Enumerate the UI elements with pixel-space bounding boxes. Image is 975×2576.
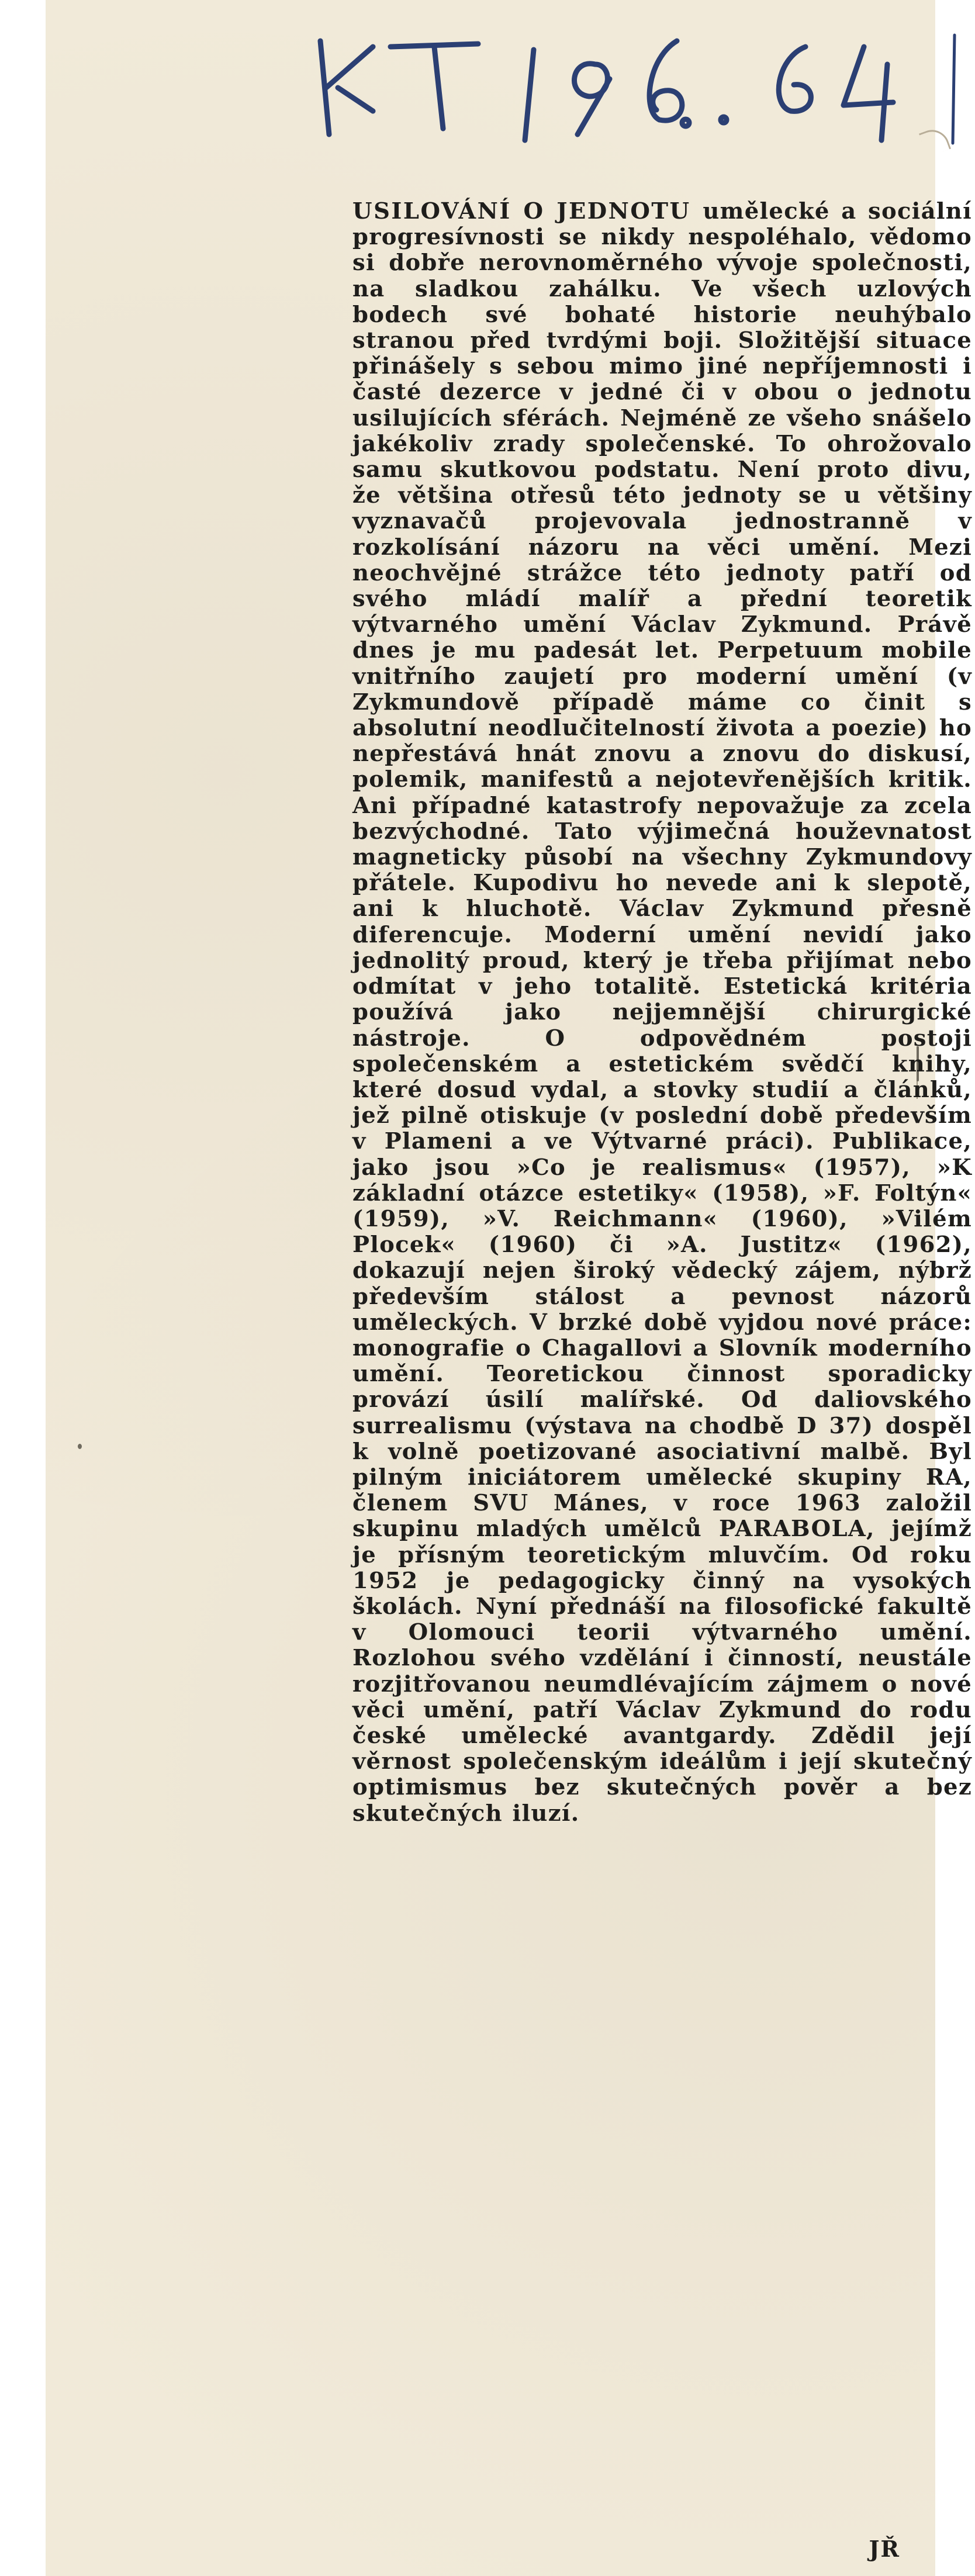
- article-lead: USILOVÁNÍ O JEDNOTU: [352, 198, 703, 224]
- article-text: [352, 199, 972, 1827]
- author-signature: JŘ: [869, 2536, 900, 2562]
- newspaper-clipping: [46, 0, 972, 2576]
- article-body: umělecké a sociální progresívnosti se nikdy nespoléhalo, vědomo si dobře nerovnoměrného vývoje společnosti, na sladkou zahálku. Ve všech uzlových bodech své bohaté historie neuhýbalo stranou před tvrdými boji. Složitější situace přinášely s sebou mimo jiné nepříjemnosti i časté dezerce v jedné či v obou o jednotu usilujících sférách. Nejméně ze všeho snášelo jakékoliv zrady společenské. To ohrožovalo samu skutkovou podstatu. Není proto divu, že většina otřesů této jednoty se u většiny vyznavačů projevovala jednostranně v rozkolísání názoru na věci umění. Mezi neochvějné strážce této jednoty patří od svého mládí malíř a přední teoretik výtvarného umění Václav Zykmund. Právě dnes je mu padesát let. Perpetuum mobile vnitřního zaujetí pro moderní umění (v Zykmundově případě máme co činit s absolutní neodlučitelností života a poezie) ho nepřestává hnát znovu a znovu do diskusí, polemik, manifestů a nejotevřenějších kritik. Ani případné katastrofy nepovažuje za zcela bezvýchodné. Tato výjimečná houževnatost magneticky působí na všechny Zykmundovy přátele. Kupodivu ho nevede ani k slepotě, ani k hluchotě. Václav Zykmund přesně diferencuje. Moderní umění nevidí jako jednolitý proud, který je třeba přijímat nebo odmítat v jeho totalitě. Estetická kritéria používá jako nejjemnější chirurgické nástroje. O odpovědném postoji společenském a estetickém svědčí knihy, které dosud vydal, a stovky studií a článků, jež pilně otiskuje (v poslední době především v Plameni a ve Výtvarné práci). Publikace, jako jsou »Co je realismus« (1957), »K základní otázce estetiky« (1958), »F. Foltýn« (1959), »V. Reichmann« (1960), »Vilém Plocek« (1960) či »A. Justitz« (1962), dokazují nejen široký vědecký zájem, nýbrž především stálost a pevnost názorů uměleckých. V brzké době vyjdou nové práce: monografie o Chagallovi a Slovník moderního umění. Teoretickou činnost sporadicky provází úsilí malířské. Od daliovského surrealismu (výstava na chodbě D 37) dospěl k volně poetizované asociativní malbě. Byl pilným iniciátorem umělecké skupiny RA, členem SVU Mánes, v roce 1963 založil skupinu mladých umělců PARABOLA, jejímž je přísným teoretickým mluvčím. Od roku 1952 je pedagogicky činný na vysokých školách. Nyní přednáší na filosofické fakultě v Olomouci teorii výtvarného umění. Rozlohou svého vzdělání i činností, neustále rozjitřovanou neumdlévajícím zájmem o nové věci umění, patří Václav Zykmund do rodu české umělecké avantgardy. Zdědil její věrnost společenským ideálům i její skutečný optimismus bez skutečných pověr a bez skutečných iluzí.: [352, 198, 972, 1827]
- handwritten-date-note: [303, 23, 975, 146]
- handwriting-drawing: [303, 23, 975, 146]
- paper-speck: [78, 1444, 82, 1449]
